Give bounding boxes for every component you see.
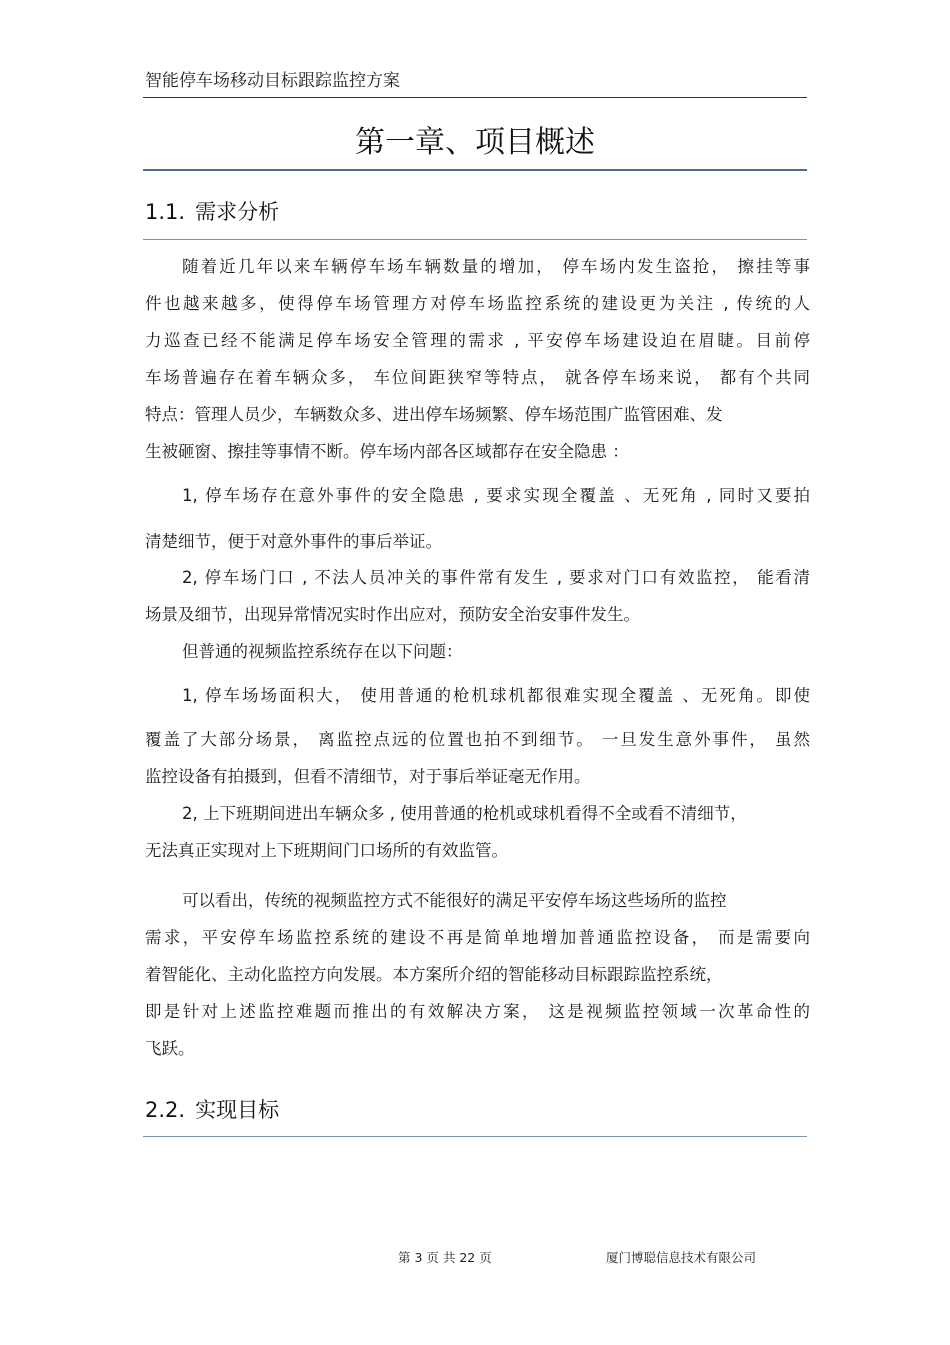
text-line: 随着近几年以来车辆停车场车辆数量的增加， 停车场内发生盗抢， 擦挂等事 (182, 257, 810, 276)
section-divider (143, 239, 807, 240)
text-line: 件也越来越多，使得停车场管理方对停车场监控系统的建设更为关注 , 传统的人 (145, 294, 810, 313)
text-line: 可以看出，传统的视频监控方式不能很好的满足平安停车场这些场所的监控 (182, 891, 727, 910)
text-line: 1, 停车场场面积大， 使用普通的枪机球机都很难实现全覆盖 、无死角。即使 (182, 686, 810, 705)
text-line: 清楚细节，便于对意外事件的事后举证。 (145, 532, 442, 551)
text-line: 场景及细节，出现异常情况实时作出应对，预防安全治安事件发生。 (145, 605, 640, 624)
text-line: 飞跃。 (145, 1039, 195, 1058)
section-heading-2 (145, 1096, 807, 1124)
text-line: 着智能化、主动化监控方向发展。本方案所介绍的智能移动目标跟踪监控系统， (145, 965, 723, 984)
text-line: 监控设备有拍摄到，但看不清细节，对于事后举证毫无作用。 (145, 767, 591, 786)
text-line: 力巡查已经不能满足停车场安全管理的需求 , 平安停车场建设迫在眉睫。目前停 (145, 331, 810, 350)
section-divider (143, 1136, 807, 1137)
text-line: 2, 停车场门口 , 不法人员冲关的事件常有发生 , 要求对门口有效监控， 能看清 (182, 568, 810, 587)
text-line: 覆盖了大部分场景， 离监控点远的位置也拍不到细节。 一旦发生意外事件， 虽然 (145, 730, 810, 749)
text-line: 2, 上下班期间进出车辆众多 , 使用普通的枪机或球机看得不全或看不清细节， (182, 804, 747, 823)
text-line: 特点：管理人员少，车辆数众多、进出停车场频繁、停车场范围广监管困难、发 (145, 405, 723, 424)
text-line: 即是针对上述监控难题而推出的有效解决方案， 这是视频监控领域一次革命性的 (145, 1002, 810, 1021)
section-title-text: 实现目标 (195, 1098, 280, 1122)
section-heading-1 (145, 198, 807, 226)
header-divider (143, 97, 807, 98)
chapter-divider (143, 169, 807, 171)
text-line: 需求，平安停车场监控系统的建设不再是简单地增加普通监控设备， 而是需要向 (145, 928, 810, 947)
text-line: 但普通的视频监控系统存在以下问题： (182, 642, 463, 661)
footer-page-info: 第 3 页 共 22 页 (398, 1250, 492, 1265)
section-title-text: 需求分析 (195, 200, 280, 224)
text-line: 车场普遍存在着车辆众多， 车位间距狭窄等特点， 就各停车场来说， 都有个共同 (145, 368, 810, 387)
chapter-title: 第一章、项目概述 (355, 125, 595, 160)
section-number: 2.2. (145, 1098, 186, 1122)
text-line: 1, 停车场存在意外事件的安全隐患 , 要求实现全覆盖 、无死角 , 同时又要拍 (182, 486, 810, 505)
section-number: 1.1. (145, 200, 186, 224)
running-header: 智能停车场移动目标跟踪监控方案 (145, 71, 400, 91)
text-line: 生被砸窗、擦挂等事情不断。停车场内部各区域都存在安全隐患 ： (145, 442, 629, 461)
footer-company: 厦门博聪信息技术有限公司 (606, 1250, 757, 1265)
text-line: 无法真正实现对上下班期间门口场所的有效监管。 (145, 841, 508, 860)
